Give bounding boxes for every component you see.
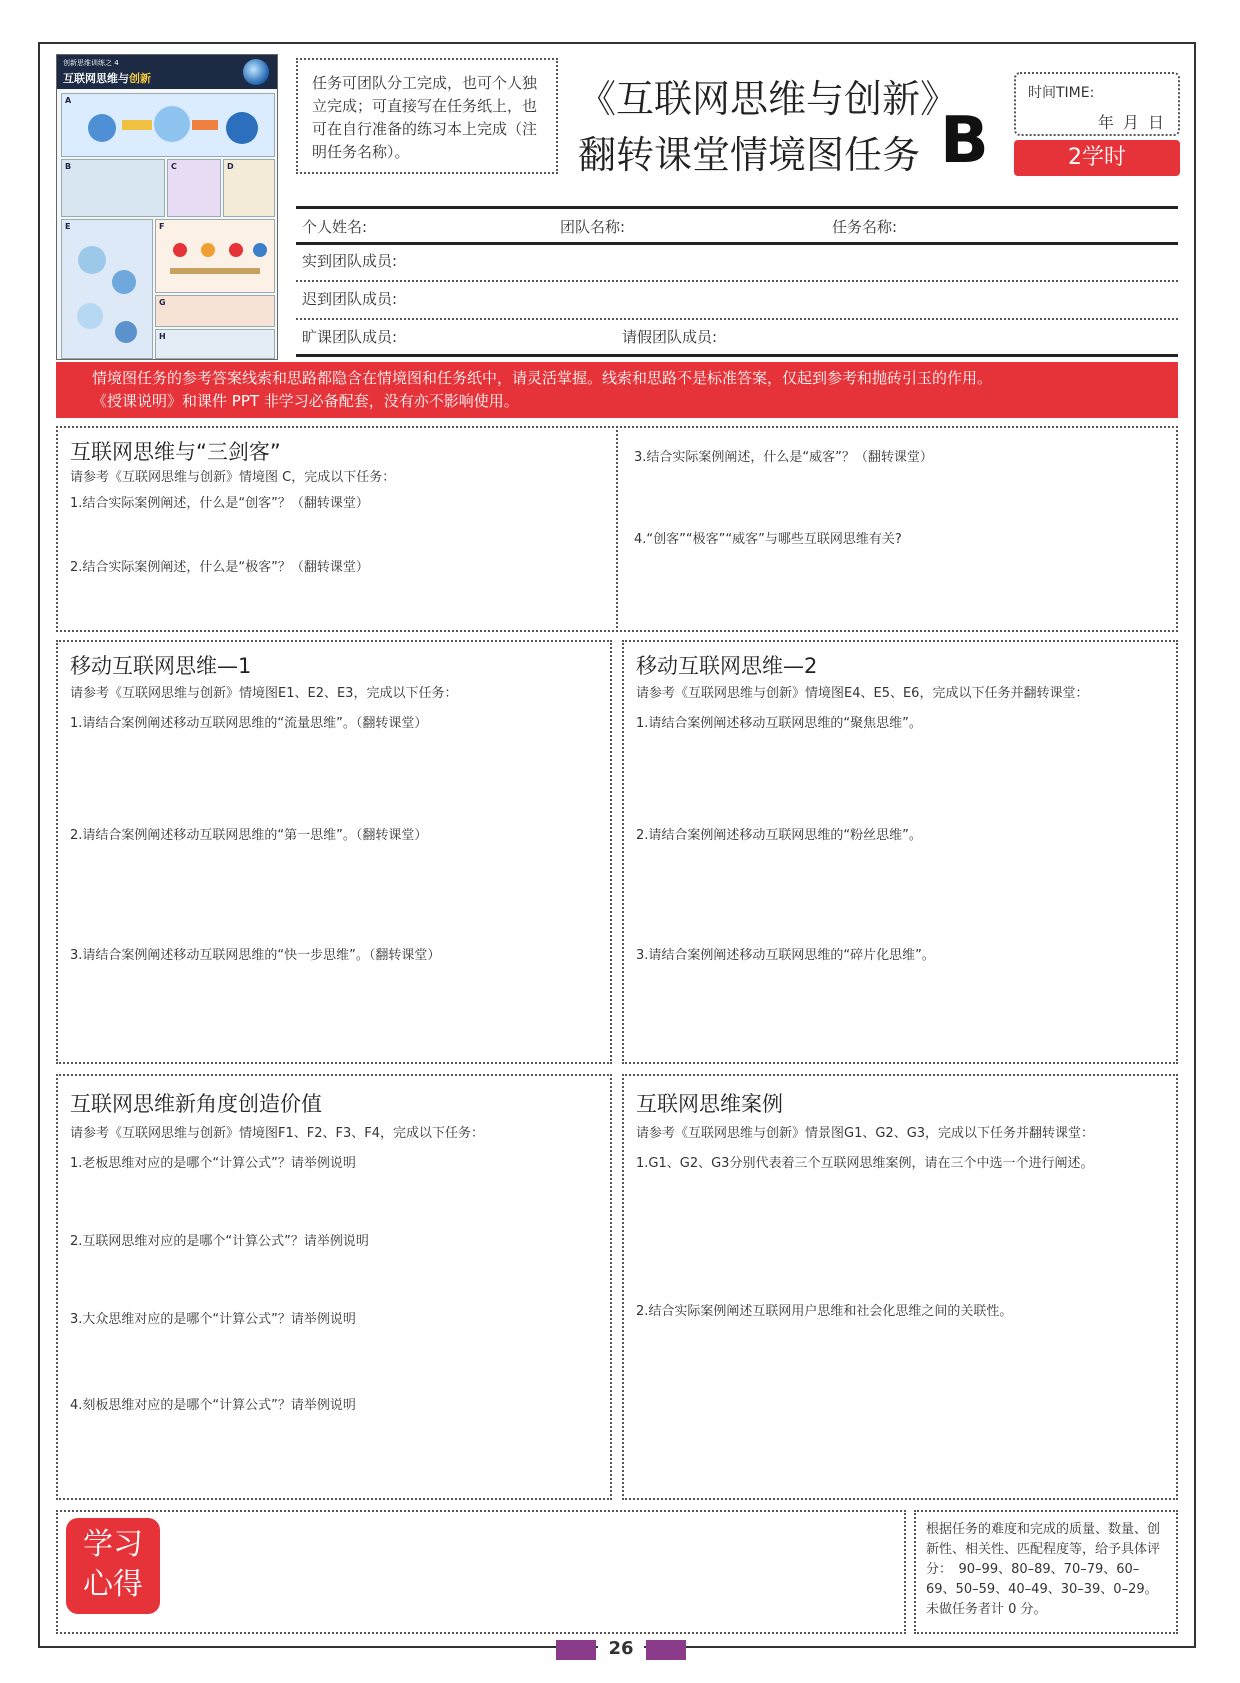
- question: 2.结合实际案例阐述，什么是“极客”？（翻转课堂）: [70, 560, 369, 575]
- divider: [296, 206, 1178, 209]
- divider: [296, 354, 1178, 357]
- section-mobile-internet-1: [56, 640, 612, 1064]
- thumbnail-panel-d: D: [223, 159, 275, 217]
- thumbnail-panel-f: F: [155, 219, 275, 293]
- section-subtitle: 请参考《互联网思维与创新》情境图 C，完成以下任务：: [70, 470, 396, 485]
- question: 3.大众思维对应的是哪个“计算公式”？请举例说明: [70, 1312, 356, 1327]
- section-mobile-internet-2: [622, 640, 1178, 1064]
- leave-members-label: 请假团队成员:: [622, 328, 718, 346]
- present-members-label: 实到团队成员:: [302, 252, 398, 270]
- network-illustration: [62, 94, 274, 156]
- task-name-label: 任务名称:: [832, 218, 898, 236]
- task-letter: B: [940, 104, 989, 178]
- thumbnail-panel-h: H: [155, 329, 275, 359]
- cover-thumbnail: [56, 54, 278, 360]
- question: 2.结合实际案例阐述互联网用户思维和社会化思维之间的关联性。: [636, 1304, 1013, 1319]
- formula-illustration: [156, 220, 274, 292]
- notice-line1: 情境图任务的参考答案线索和思路都隐含在情境图和任务纸中，请灵活掌握。线索和思路不是标准答案，仅起到参考和抛砖引玉的作用。: [92, 369, 993, 387]
- question: 1.请结合案例阐述移动互联网思维的“流量思维”。（翻转课堂）: [70, 716, 428, 731]
- date-field[interactable]: 年 月 日: [1097, 113, 1166, 132]
- question: 3.请结合案例阐述移动互联网思维的“碎片化思维”。: [636, 948, 935, 963]
- divider: [296, 280, 1178, 282]
- globe-icon: [243, 59, 269, 85]
- divider: [296, 318, 1178, 320]
- thumbnail-panel-g: G: [155, 295, 275, 327]
- time-box: [1014, 72, 1180, 136]
- notice-line2: 《授课说明》和课件 PPT 非学习必备配套，没有亦不影响使用。: [92, 392, 519, 410]
- question: 2.请结合案例阐述移动互联网思维的“第一思维”。（翻转课堂）: [70, 828, 428, 843]
- instruction-note: 任务可团队分工完成，也可个人独立完成；可直接写在任务纸上，也可在自行准备的练习本上完成（注明任务名称）。: [296, 58, 558, 174]
- section-title: 移动互联网思维—1: [70, 654, 252, 678]
- question: 1.G1、G2、G3分别代表着三个互联网思维案例，请在三个中选一个进行阐述。: [636, 1156, 1094, 1171]
- grading-note: 根据任务的难度和完成的质量、数量、创新性、相关性、匹配程度等，给予具体评分： 90–99、80–89、70–79、60–69、50–59、40–49、30–39、0–29。未做任务者计 0 分。: [914, 1510, 1178, 1634]
- notice-banner: [56, 362, 1178, 418]
- thumbnail-header: [57, 55, 277, 89]
- page-title-line2: 翻转课堂情境图任务: [578, 133, 921, 177]
- page-number: 26: [598, 1634, 644, 1664]
- thumbnail-panel-a: A: [61, 93, 275, 157]
- thumbnail-title: 互联网思维与创新: [63, 72, 151, 85]
- question: 4.“创客”“极客”“威客”与哪些互联网思维有关?: [634, 532, 902, 547]
- page-title-line1: 《互联网思维与创新》: [578, 77, 959, 121]
- question: 1.请结合案例阐述移动互联网思维的“聚焦思维”。: [636, 716, 922, 731]
- bubble-illustration: [62, 220, 152, 358]
- thumbnail-series: 创新思维训练之 4: [63, 59, 119, 67]
- section-title: 互联网思维案例: [636, 1092, 783, 1116]
- page-tab-right: [646, 1640, 686, 1660]
- page-tab-left: [556, 1640, 596, 1660]
- question: 1.结合实际案例阐述，什么是“创客”？（翻转课堂）: [70, 496, 369, 511]
- learning-notes-badge: 学习 心得: [66, 1518, 160, 1614]
- divider: [296, 242, 1178, 245]
- section-subtitle: 请参考《互联网思维与创新》情境图F1、F2、F3、F4，完成以下任务：: [70, 1126, 484, 1141]
- section-subtitle: 请参考《互联网思维与创新》情境图E4、E5、E6，完成以下任务并翻转课堂：: [636, 686, 1089, 701]
- section-subtitle: 请参考《互联网思维与创新》情境图E1、E2、E3，完成以下任务：: [70, 686, 458, 701]
- question: 1.老板思维对应的是哪个“计算公式”？请举例说明: [70, 1156, 356, 1171]
- divider: [616, 430, 618, 628]
- team-label: 团队名称:: [560, 218, 626, 236]
- thumbnail-panel-c: C: [167, 159, 221, 217]
- question: 4.刻板思维对应的是哪个“计算公式”？请举例说明: [70, 1398, 356, 1413]
- section-title: 互联网思维新角度创造价值: [70, 1092, 322, 1116]
- absent-members-label: 旷课团队成员:: [302, 328, 398, 346]
- time-label: 时间TIME:: [1028, 85, 1095, 101]
- section-title: 互联网思维与“三剑客”: [70, 440, 281, 464]
- late-members-label: 迟到团队成员:: [302, 290, 398, 308]
- learning-notes-area[interactable]: [56, 1510, 906, 1634]
- section-subtitle: 请参考《互联网思维与创新》情景图G1、G2、G3，完成以下任务并翻转课堂：: [636, 1126, 1095, 1141]
- question: 3.结合实际案例阐述，什么是“威客”？（翻转课堂）: [634, 450, 933, 465]
- question: 2.互联网思维对应的是哪个“计算公式”？请举例说明: [70, 1234, 369, 1249]
- question: 3.请结合案例阐述移动互联网思维的“快一步思维”。（翻转课堂）: [70, 948, 441, 963]
- thumbnail-panel-b: B: [61, 159, 165, 217]
- question: 2.请结合案例阐述移动互联网思维的“粉丝思维”。: [636, 828, 922, 843]
- class-hours-badge: 2学时: [1014, 140, 1180, 176]
- section-title: 移动互联网思维—2: [636, 654, 818, 678]
- thumbnail-panel-e: E: [61, 219, 153, 359]
- name-label: 个人姓名:: [302, 218, 368, 236]
